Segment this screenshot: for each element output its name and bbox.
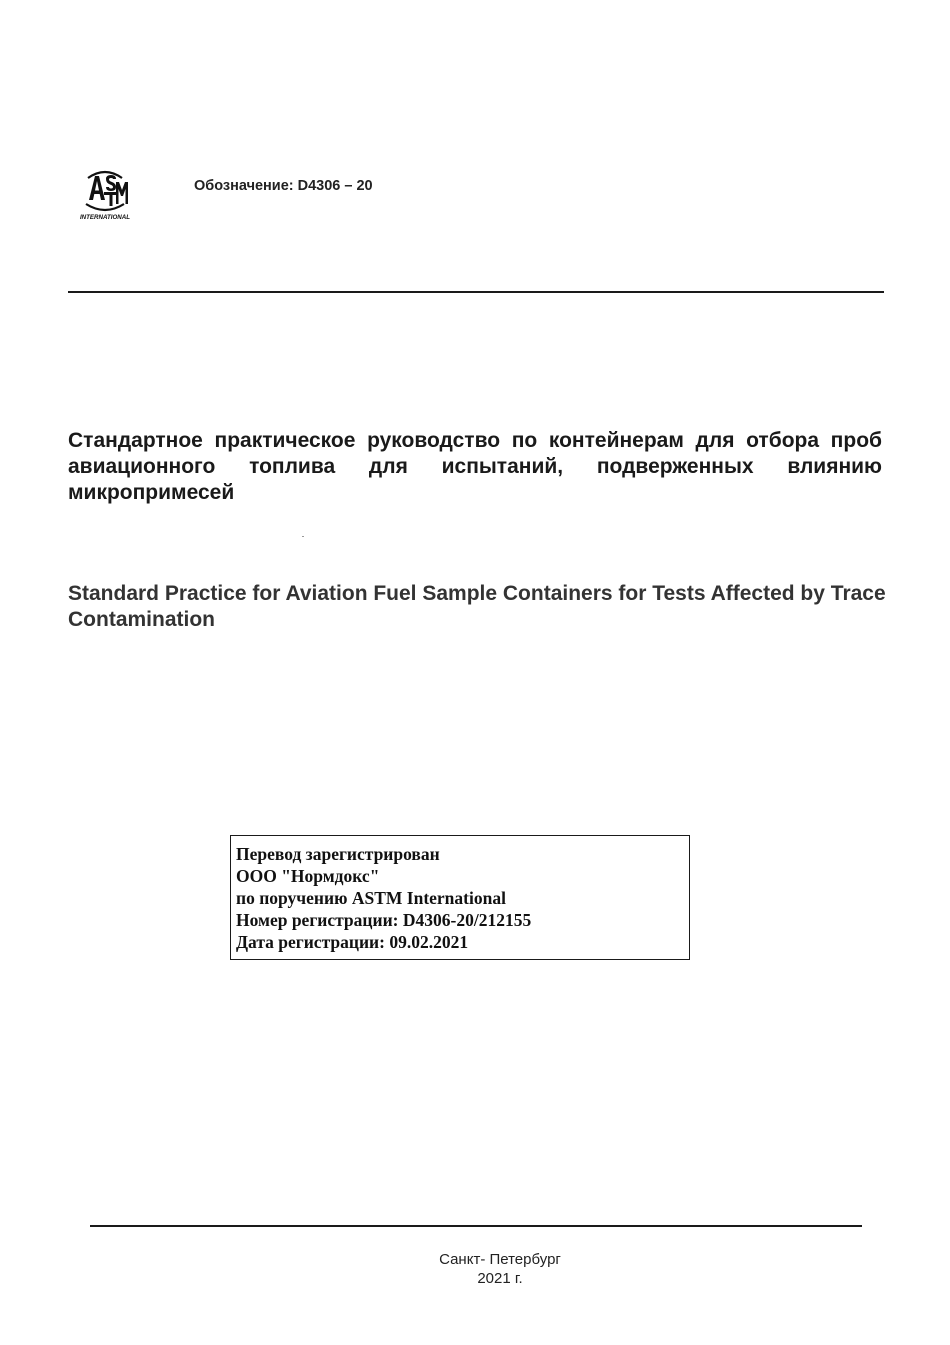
logo-subtext: INTERNATIONAL [79, 214, 131, 221]
footer-city: Санкт- Петербург [439, 1251, 561, 1268]
astm-logo [78, 164, 132, 222]
registration-box [230, 835, 690, 960]
astm-international-logo-icon [78, 164, 132, 222]
top-divider [68, 291, 884, 293]
registration-line: Дата регистрации: 09.02.2021 [236, 932, 469, 952]
title-russian: Стандартное практическое руководство по контейнерам для отбора проб авиационного топлива для испытаний, подверженных влиянию микропримесей [68, 429, 882, 504]
footer-year: 2021 г. [477, 1270, 523, 1287]
registration-line: Перевод зарегистрирован [236, 844, 440, 864]
stray-mark [302, 536, 304, 537]
document-designation: Обозначение: D4306 – 20 [194, 178, 373, 194]
bottom-divider [90, 1225, 862, 1227]
registration-line: по поручению ASTM International [236, 888, 506, 908]
footer [0, 1250, 950, 1288]
title-english: Standard Practice for Aviation Fuel Sample Containers for Tests Affected by Trace Contamination [68, 582, 886, 631]
registration-line: Номер регистрации: D4306-20/212155 [236, 910, 532, 930]
registration-line: ООО "Нормдокс" [236, 866, 380, 886]
